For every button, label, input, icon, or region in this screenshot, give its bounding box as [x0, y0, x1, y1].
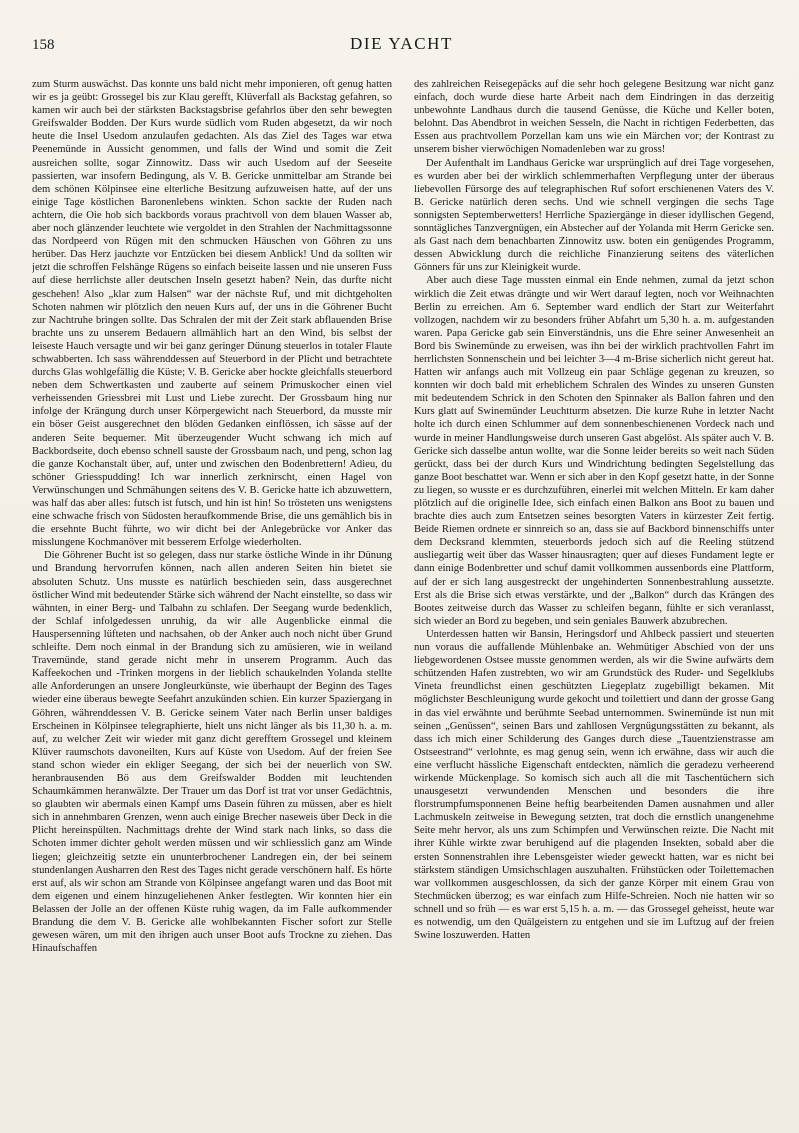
paragraph: des zahlreichen Reisegepäcks auf die sehr hoch gelegene Besitzung war nicht ganz einfach, doch wurde diese harte Arbeit nach dem Eindringen in das derzeitig unbewohnte Landhaus durch die tausend Genüsse, die Küche und Keller boten, belohnt. Das Abendbrot in weichen Sesseln, die Nacht in richtigen Federbetten, das Essen aus prachtvollem Porzellan kam uns wie ein Märchen vor; der Kontrast zu unserem bisher vierwöchigen Nomadenleben war zu gross!	[414, 79, 774, 156]
left-column	[32, 78, 392, 1126]
paragraph: zum Sturm auswächst. Das konnte uns bald nicht mehr imponieren, oft genug hatten wir es ja geübt: Grossegel bis zur Klau gerefft, Klüverfall als Backstag gefahren, so kamen wir auch bei der stärksten Backstagsbrise gefahrlos über den sehr bewegten Greifswalder Bodden. Der Kurs wurde südlich vom Ruden abgesetzt, da wir noch heute die Insel Usedom anzulaufen gedachten. Als das Ziel des Tages war etwa Peenemünde in Aussicht genommen, und falls der Wind und somit die Zeit ausreichen sollte, sogar Zinnowitz. Dass wir auch Usedom auf der Seeseite passierten, war insofern Bedingung, als V. B. Gericke unmittelbar am Strande bei dem schönen Kölpinsee eine elterliche Besitzung aufzuweisen hatte, auf der uns einige Tage köstlichen Baronenlebens winkten. Schon sackte der Ruden nach achtern, die Oie hob sich backbords voraus prachtvoll von dem blauen Wasser ab, aber noch glänzender leuchtete wie vergoldet in den Strahlen der Nachmittagssonne das Nordpeerd von Rügen mit den schmucken Häuschen von Göhren zu uns herüber. Das Herz jauchzte vor Entzücken bei diesem Anblick! Und da sollten wir jetzt die schroffen Felshänge Rügens so einfach beiseite lassen und nie unseren Fuss auf diese herrlichste aller deutschen Inseln gesetzt haben? Nein, das durfte nicht geschehen! Also „klar zum Halsen“ war der nächste Ruf, und mit dichtgeholten Schoten nahmen wir plötzlich den neuen Kurs auf, der uns in die Göhrener Bucht zur Nachtruhe bringen sollte. Das Schralen der mit der Zeit stark abflauenden Brise brachte uns zu unserem Bedauern allmählich hart an den Wind, bis selbst der leiseste Hauch versagte und wir bei ganz geringer Dünung steuerlos in totaler Flaute schwabberten. Ich sass währenddessen auf Steuerbord in der Plicht und betrachtete durchs Glas wohlgefällig die Küste; V. B. Gericke aber hockte gleichfalls steuerbord neben dem Schwertkasten und zauberte auf seinem Primuskocher einen viel verheissenden Griessbrei mit Lust und Liebe zurecht. Der Grossbaum hing nur infolge der Krängung durch unser Körpergewicht nach Steuerbord, da musste mir ein böser Geist ausgerechnet den blöden Gedanken einflössen, ich sässe auf der anderen Seite bequemer. Mit überzeugender Wucht schwang ich mich auf Backbordseite, doch ebenso schnell sauste der Grossbaum nach, und peng, schon lag die ganze Kochanstalt über, auf, unter und zwischen den Bodenbrettern! Adieu, du schöner Griesspudding! Ich war innerlich zerknirscht, einen Hagel von Verwünschungen und Schmähungen seitens des V. B. Gericke hatte ich abzuwettern, was half das aber alles: futsch ist futsch, und hin ist hin! So trösteten uns wenigstens eine schwache frisch von Südosten heraufkommende Brise, die uns gemählich bis in die ersehnte Bucht führte, wo wir dicht bei der Anlegebrücke vor Anker das misslungene Kochmanöver mit besserem Erfolge wiederholten.	[32, 79, 392, 549]
paragraph: Unterdessen hatten wir Bansin, Heringsdorf und Ahlbeck passiert und steuerten nun voraus die auffallende Mühlenbake an. Wehmütiger Abschied von der uns liebgewordenen Ostsee musste genommen werden, als wir die Swine aufwärts dem schützenden Hafen zustrebten, wo wir am Grundstück des Ruder- und Segelklubs Vineta freundlichst einen geschützten Liegeplatz zugebilligt bekamen. Mit möglichster Beschleunigung wurde gekocht und toilettiert und dann der grosse Gang in das viel erwähnte und berühmte Seebad unternommen. Swinemünde ist nun mit seinen „Genüssen“, seinen Bars und zahllosen Vergnügungsstätten zu bekannt, als dass ich mich einer Schilderung des Ganges durch diese „Tauentzienstrasse am Ostseestrand“ verlohnte, es mag genug sein, wenn ich erwähne, dass wir auch die eine verflucht hässliche Eigenschaft entdeckten, nämlich die geradezu verheerend wirkende Mückenplage. So komisch sich auch all die mit Taschentüchern sich unausgesetzt verwundenden Menschen und besonders die ihre florstrumpfumsponnenen Beine heftig bearbeitenden Damen ausnahmen und aller Lachmuskeln zeitweise in Bewegung setzten, trat doch die ernstlich unangenehme Seite mehr hervor, als uns zum Schimpfen und Verwünschen reizte. Die Nacht mit ihrer Kühle wirkte zwar beruhigend auf die plagenden Insekten, sobald aber die ersten Sonnenstrahlen ihre Lebensgeister wieder geweckt hatten, war es nicht bei stärkstem ständigen Umsichschlagen auszuhalten. Frühstücken oder Toilettemachen war vollkommen ausgeschlossen, da sich der ganze Körper mit einem Grau von Stechmücken überzog; es war einfach zum Hilfe-Schreien. Noch nie hatten wir so schnell und so früh — es war erst 5,15 h. a. m. — das Grossegel geheisst, heute war es notwendig, um den Quälgeistern zu entgehen und sie im Luftzug auf der freien Swine loszuwerden. Hatten	[414, 628, 774, 942]
article-body	[32, 78, 774, 1126]
paragraph: Der Aufenthalt im Landhaus Gericke war ursprünglich auf drei Tage vorgesehen, es wurden aber bei der wirklich schlemmerhaften Verpflegung unter der überaus liebevollen Fürsorge des auf telegraphischen Ruf sofort erschienenen Vaters des V. B. Gericke natürlich deren sechs. Und wie schnell vergingen die sechs Tage sonnigsten Septemberwetters! Herrliche Spaziergänge in dieser idyllischen Gegend, sonntägliches Tanzvergnügen, ein Abstecher auf der Yolanda mit Herrn Gericke sen. als Gast nach dem benachbarten Zinnowitz usw. boten ein genügendes Programm, dessen Abwicklung durch die reichliche Finanzierung seitens des väterlichen Gönners für uns zur Kleinigkeit wurde.	[414, 157, 774, 274]
page-number: 158	[32, 37, 55, 53]
paragraph: Die Göhrener Bucht ist so gelegen, dass nur starke östliche Winde in ihr Dünung und Brandung hervorrufen können, nach allen anderen Seiten hin bietet sie absoluten Schutz. Uns musste es natürlich beschieden sein, dass ausgerechnet östlicher Wind mit bedeutender Stärke sich während der Nacht einstellte, so dass wir wähnten, in einer Berg- und Talbahn zu schlafen. Der Seegang wurde bedenklich, der Schlaf infolgedessen unruhig, da wir alle Augenblicke einmal die Hauspersenning lüfteten und nachsahen, ob der Anker auch noch nicht über Grund schleifte. Dem noch einmal in der Brandung sich zu amüsieren, wie in weiland Travemünde, stand gerade nicht mehr in unserem Programm. Auch das Kaffeekochen und -Trinken morgens in der lieblich schaukelnden Yolanda stellte alle Anforderungen an unsere Jongleurkünste, wie überhaupt der Beginn des Tages wieder eine überaus bewegte Seefahrt anzukünden schien. Ein kurzer Spaziergang in Göhren, währenddessen V. B. Gericke seinem Vater nach Berlin unser baldiges Erscheinen in Kölpinsee telegraphierte, hielt uns nicht länger als bis 11,30 h. a. m. auf, zu welcher Zeit wir wieder mit ganz dicht gerefftem Grossegel und kleinem Klüver raumschots davoneilten, Kurs auf Küste von Usedom. Auf der freien See stand schon wieder ein ekliger Seegang, der sich bei der neuerlich von SW. heranbrausenden Bö aus dem Greifswalder Bodden mit leuchtenden Schaumkämmen heranwälzte. Der Trauer um das Dorf ist trat vor unser Gedächtnis, so glaubten wir abermals einen Kampf ums Dasein führen zu müssen, aber es hielt sich in annehmbaren Grenzen, wenn auch einige Brecher naseweis über Deck in die Plicht hereinspülten. Nachmittags drehte der Wind stark nach links, so dass die Schoten immer dichter geholt werden müssen und wir schliesslich ganz am Winde liegen; gleichzeitig setzte ein ununterbrochener Landregen ein, der bei seinem stundenlangen Ausharren den Rest des Tages nicht gerade verschönern half. Es hörte erst auf, als wir schon am Strande von Kölpinsee angefangt waren und das Boot mit dem eigenen und einem hinzugeliehenen Anker festlegten. Wir konnten hier ein Belassen der Jolle an der offenen Küste ruhig wagen, da im Falle aufkommender Brandung die dem V. B. Gericke alle wohlbekannten Fischer sofort zur Stelle gewesen wären, um mit den ihrigen auch unser Boot aufs Trockne zu ziehen. Das Hinaufschaffen	[32, 550, 392, 955]
right-column	[414, 78, 774, 1126]
paragraph: Aber auch diese Tage mussten einmal ein Ende nehmen, zumal da jetzt schon wirklich die Zeit etwas drängte und wir Wert darauf legten, noch vor Weihnachten Berlin zu erreichen. Am 6. September ward endlich der Start zur Weiterfahrt vollzogen, nachdem wir zu besonders früher Abfahrt um 5,30 h. a. m. aufgestanden waren. Papa Gericke gab sein Einverständnis, uns die Ehre seiner Anwesenheit an Bord bis Swinemünde zu erweisen, was ihn bei der wirklich prachtvollen Fahrt im herrlichsten Sonnenschein und bei leichter 3—4 m-Brise sicherlich nicht gereut hat. Hatten wir anfangs auch mit Vollzeug ein paar Schläge gegenan zu kreuzen, so konnten wir doch bald mit erheblichem Schralen des Windes zu unseren Gunsten mit bedeutendem Schrick in den Schoten den Spinnaker als Ballon fahren und den Kurs glatt auf Swinemünder Leuchtturm absetzen. Die kurze Ruhe in letzter Nacht holte ich durch einen Schlummer auf dem sonnenbeschienenen Vordeck nach und wurde in meiner Handlungsweise durch unseren Gast abgelöst. Als später auch V. B. Gericke sich dasselbe antun wollte, war die Sonne leider bereits so weit nach Süden gerückt, dass bei der durch Kurs und Windrichtung bedingten Segelstellung das ganze Boot beschattet war. Wenn er sich aber in den Kopf gesetzt hatte, in der Sonne zu liegen, so wusste er es durchzuführen, einerlei mit welchen Mitteln. Er kam daher plötzlich auf die originelle Idee, sich einfach einen Balkon ans Boot zu bauen und brachte dies auch zum Entsetzen seines besorgten Vaters in kürzester Zeit fertig. Beide Riemen ordnete er sinnreich so an, dass sie auf Backbord binnenschiffs unter dem Decksrand klemmten, steuerbords jedoch sich auf die Reeling stützend ausliegartig weit über das Wasser hinausragten; quer auf dieses Fundament legte er dann einige Bodenbretter und schuf damit vollkommen aussenbords eine Plattform, auf der er sich lang ausgestreckt der ungehinderten Sonnenbestrahlung aussetzte. Erst als die Brise sich etwas verstärkte, und der „Balkon“ durch das Krängen des Bootes zeitweise durch das Wasser zu schleifen begann, fühlte er sich veranlasst, sich wieder an Bord zu begeben, und sein geniales Bauwerk abzubrechen.	[414, 275, 774, 627]
journal-title: DIE YACHT	[349, 34, 453, 53]
page-header	[32, 34, 771, 58]
